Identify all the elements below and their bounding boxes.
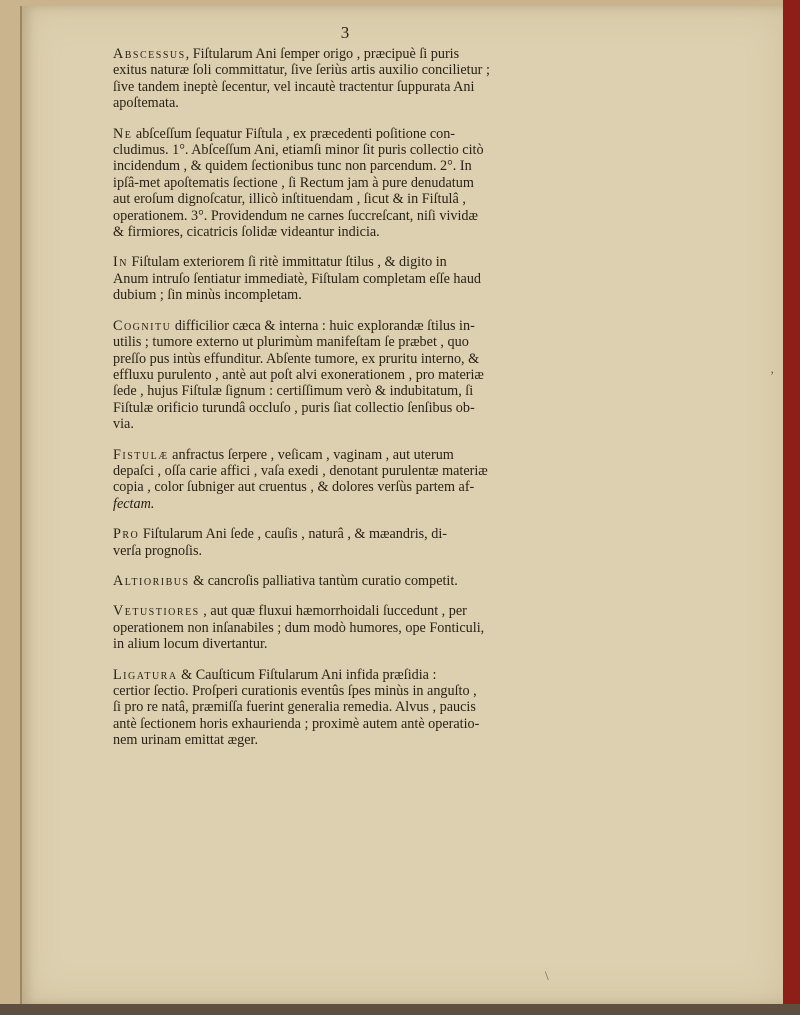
paragraph-lead: Vetustiores xyxy=(113,603,200,620)
page-number: 3 xyxy=(340,23,350,42)
text-line: cludimus. 1°. Abſceſſum Ani, etiamſi minor ſit puris collectio citò xyxy=(113,142,484,159)
paragraph-lead: In xyxy=(113,254,128,271)
paragraph-lead: Cognitu xyxy=(113,317,172,334)
text-line: Fiſtulam exteriorem ſi ritè immittatur ſtilus , & digito in xyxy=(127,254,447,271)
text-line: depaſci , oſſa carie affici , vaſa exedi , denotant purulentæ materiæ xyxy=(113,462,488,479)
text-line: effluxu purulento , antè aut poſt alvi exonerationem , pro materiæ xyxy=(113,366,484,383)
text-line: ſive tandem ineptè ſecentur, vel incautè tractentur ſuppurata Ani xyxy=(113,78,475,95)
paragraph-lead: Ne xyxy=(113,125,133,142)
paragraph-altioribus xyxy=(113,573,573,589)
text-line: fectam. xyxy=(113,495,155,512)
text-line: , aut quæ fluxui hæmorrhoidali ſuccedunt , per xyxy=(199,603,467,620)
paragraph-lead: Pro xyxy=(113,526,140,543)
text-line: abſceſſum ſequatur Fiſtula , ex præcedenti poſitione con- xyxy=(132,125,456,142)
paragraph-pro xyxy=(113,526,573,559)
text-line: antè ſectionem horis exhaurienda ; proximè autem antè operatio- xyxy=(113,715,480,732)
paragraph-ligatura xyxy=(113,667,573,749)
text-line: & firmiores, cicatricis ſolidæ videantur indicia. xyxy=(113,224,380,241)
paragraph-vetustiores xyxy=(113,603,573,652)
paragraph-lead: Fistulæ xyxy=(113,446,169,463)
text-line: via. xyxy=(113,416,134,433)
text-line: nem urinam emittat æger. xyxy=(113,732,258,749)
paragraph-cognitu xyxy=(113,318,573,433)
ink-mark: \ xyxy=(545,968,549,983)
text-line: anfractus ſerpere , veſicam , vaginam , aut uterum xyxy=(168,446,454,463)
text-line: ſi pro re natâ, præmiſſa fuerint generalia remedia. Alvus , paucis xyxy=(113,699,476,716)
text-line: Fiſtulæ orificio turundâ occluſo , puris ſiat collectio ſenſibus ob- xyxy=(113,399,475,416)
text-line: difficilior cæca & interna : huic explorandæ ſtilus in- xyxy=(171,317,475,334)
text-line: verſa prognoſis. xyxy=(113,542,203,559)
paragraph-fistulae xyxy=(113,447,573,513)
paragraph-lead: Altioribus xyxy=(113,572,190,589)
paragraph-lead: Ligatura xyxy=(113,666,178,683)
text-line: certior ſectio. Proſperi curationis eventûs ſpes minùs in anguſto , xyxy=(113,683,477,699)
text-line: copia , color ſubniger aut cruentus , & dolores verſùs partem af- xyxy=(113,479,475,496)
paragraph-abscessus xyxy=(113,46,573,112)
text-line: ſede , hujus Fiſtulæ ſignum : certiſſimum verò & indubitatum, ſi xyxy=(113,383,474,400)
text-line: aut eroſum dignoſcatur, illicò inſtituendam , ſicut & in Fiſtulâ , xyxy=(113,191,466,208)
text-line: preſſo pus intùs effunditur. Abſente tumore, ex pruritu interno, & xyxy=(113,350,480,367)
bottom-shadow-edge xyxy=(0,1004,800,1015)
text-line: & cancroſis palliativa tantùm curatio competit. xyxy=(189,572,458,589)
paragraph-ne xyxy=(113,126,573,241)
text-line: in alium locum divertantur. xyxy=(113,636,268,653)
paragraph-in xyxy=(113,254,573,303)
text-line: operationem non inſanabiles ; dum modò humores, ope Fonticuli, xyxy=(113,619,485,636)
ink-speck: ʼ xyxy=(770,368,775,383)
paragraph-lead: Abscessus xyxy=(113,46,186,62)
text-line: incidendum , & quidem ſectionibus tunc non parcendum. 2°. In xyxy=(113,158,472,175)
text-line: utilis ; tumore externo ut plurimùm manifeſtam ſe præbet , quo xyxy=(113,334,469,351)
body-text xyxy=(113,46,573,763)
text-line: operationem. 3°. Providendum ne carnes ſuccreſcant, niſi vividæ xyxy=(113,207,478,224)
text-line: Anum intruſo ſentiatur immediatè, Fiſtulam completam eſſe haud xyxy=(113,270,482,287)
text-line: exitus naturæ ſoli committatur, ſive ſeriùs artis auxilio concilietur ; xyxy=(113,62,490,79)
red-book-edge xyxy=(783,0,800,1015)
text-line: & Cauſticum Fiſtularum Ani infida præſidia : xyxy=(177,666,437,683)
text-line: dubium ; ſin minùs incompletam. xyxy=(113,287,302,304)
text-line: , Fiſtularum Ani ſemper origo , præcipuè ſi puris xyxy=(185,46,460,62)
text-line: ipſâ-met apoſtematis ſectione , ſi Rectum jam à pure denudatum xyxy=(113,174,474,191)
text-line: Fiſtularum Ani ſede , cauſis , naturâ , & mæandris, di- xyxy=(139,526,448,543)
text-line: apoſtemata. xyxy=(113,95,179,112)
